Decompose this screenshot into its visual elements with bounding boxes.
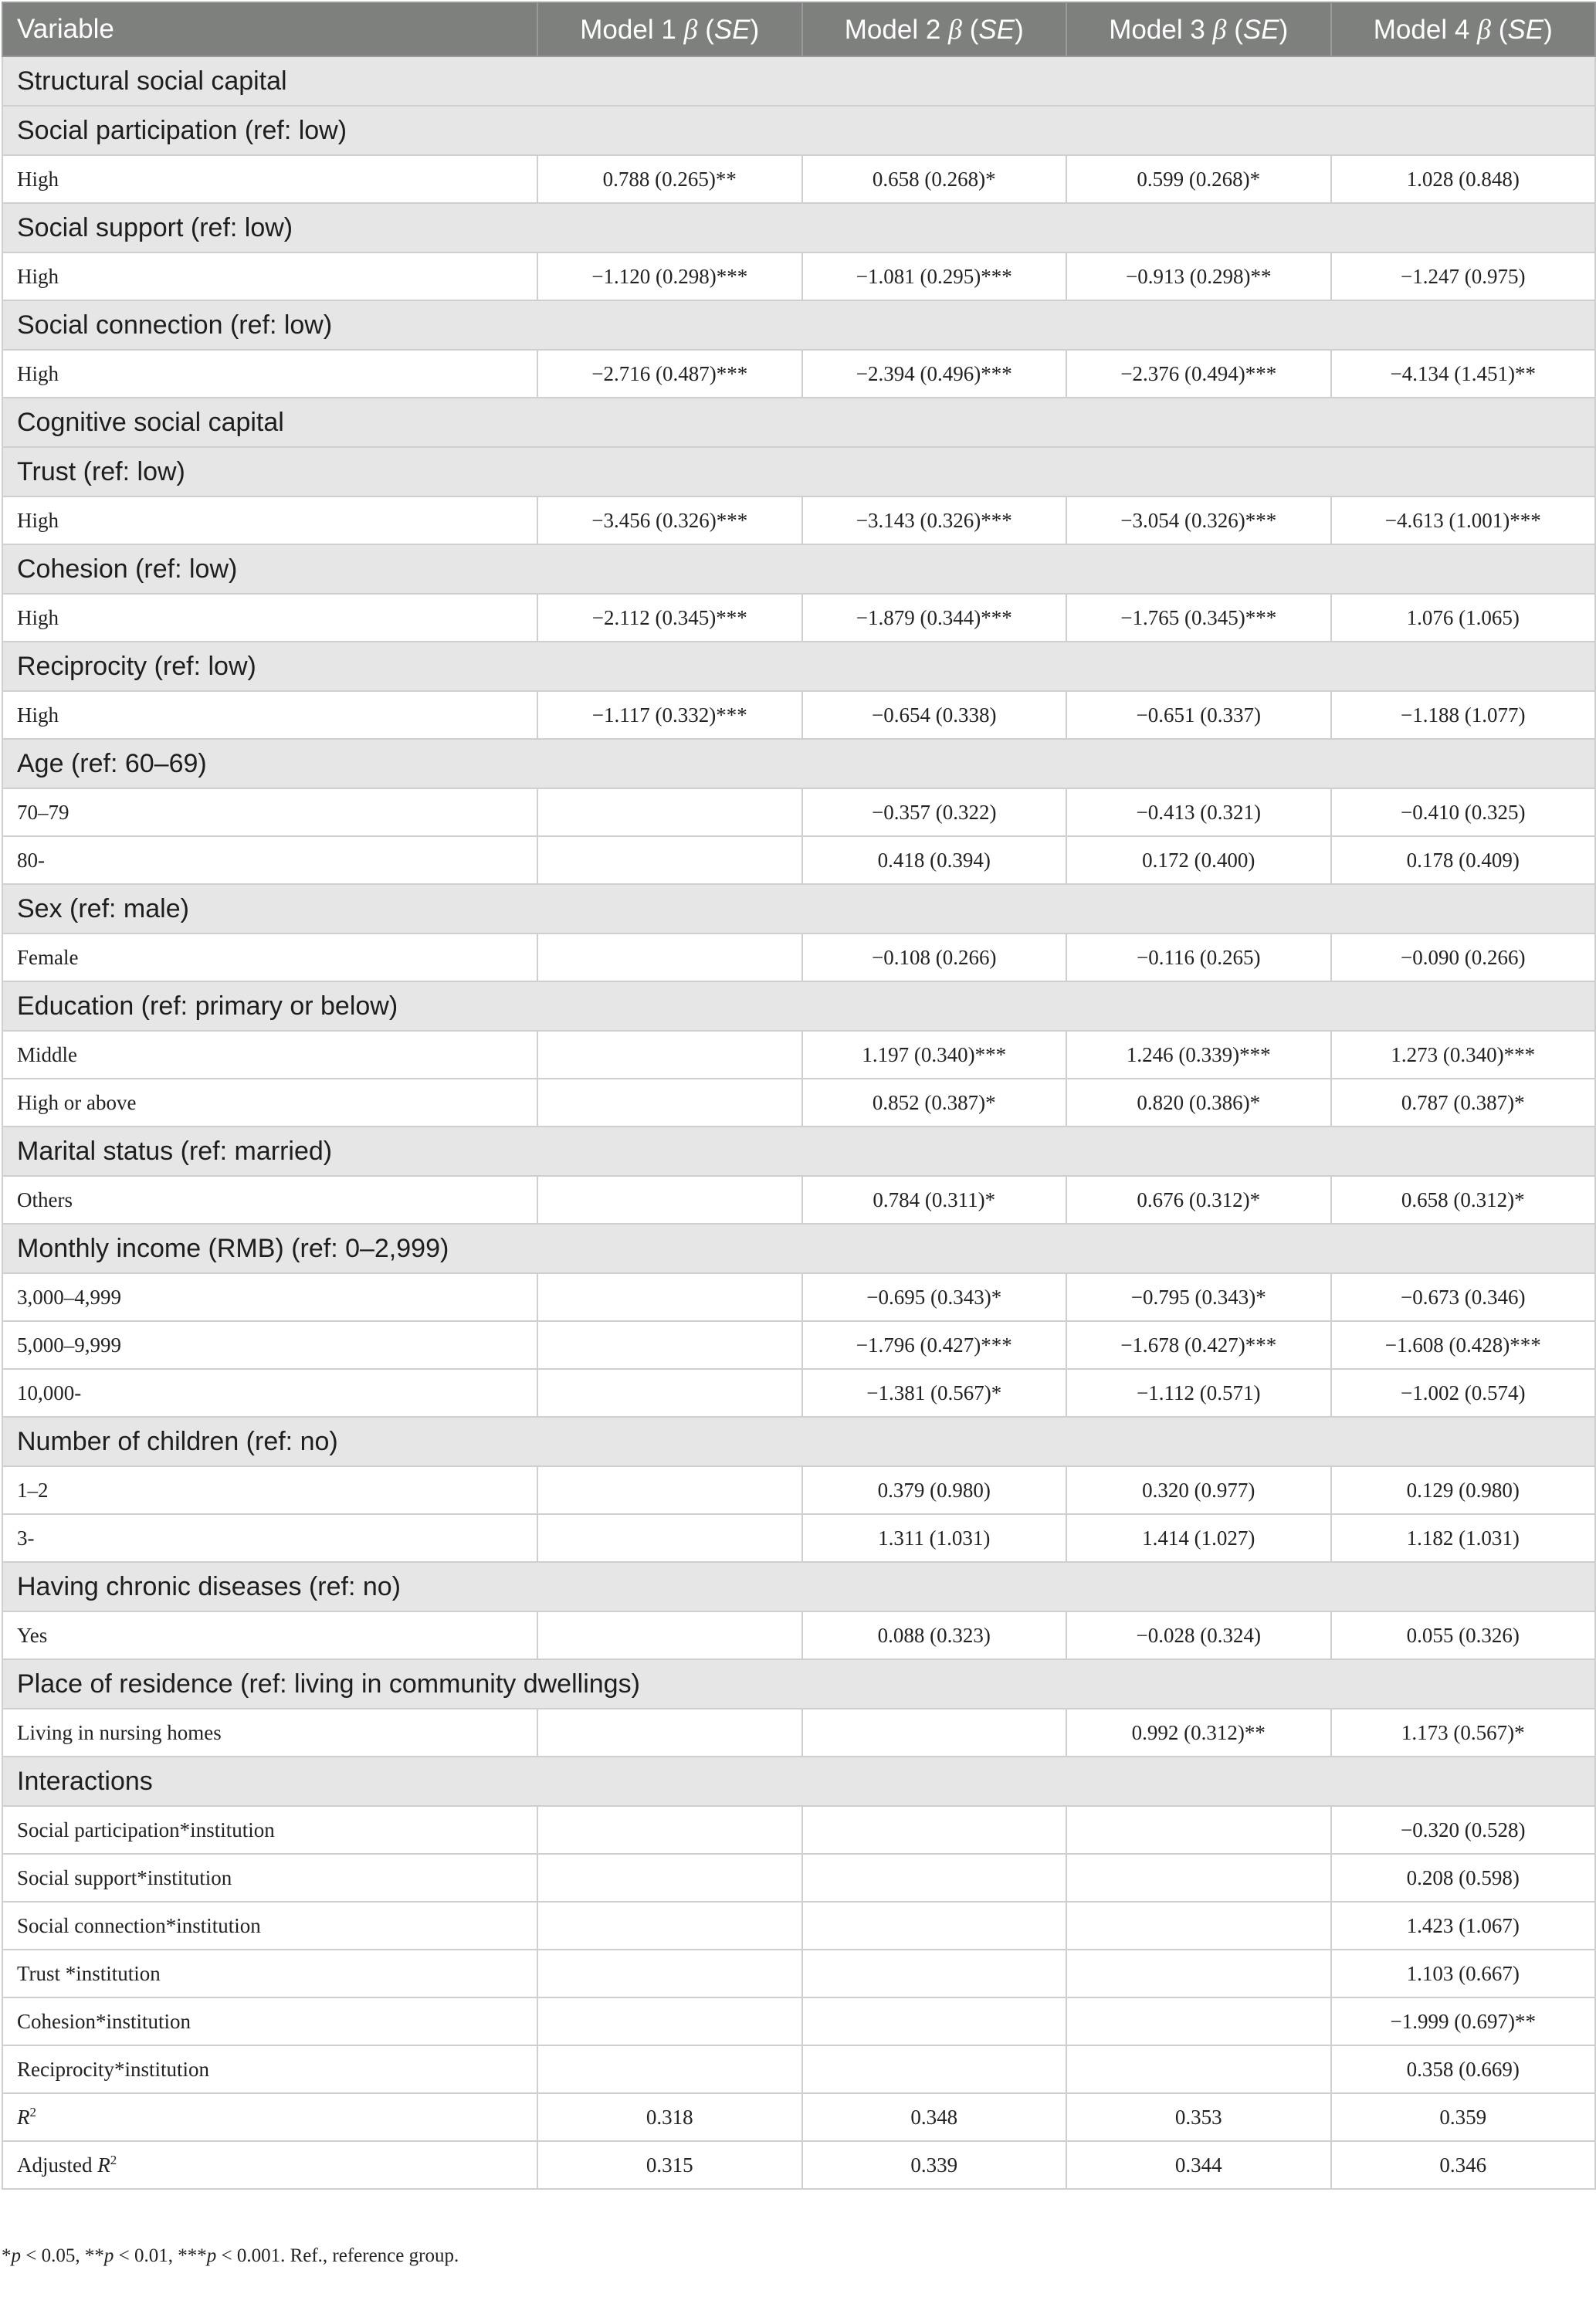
cell-model-2: 0.658 (0.268)* [802,155,1067,203]
cell-model-1: −1.120 (0.298)*** [537,252,802,300]
row-label: 3,000–4,999 [2,1273,537,1321]
cell-model-1: 0.318 [537,2093,802,2141]
section-row [2,981,1595,1031]
cell-model-1 [537,1466,802,1514]
table-row [2,1079,1595,1127]
cell-model-4: 0.178 (0.409) [1331,836,1596,884]
row-label-text: R [17,2106,30,2129]
cell-model-1: −1.117 (0.332)*** [537,691,802,739]
table-row [2,1273,1595,1321]
cell-model-3: −0.116 (0.265) [1066,933,1331,981]
row-label: 80- [2,836,537,884]
cell-model-4: 0.055 (0.326) [1331,1611,1596,1659]
section-label: Cohesion (ref: low) [2,544,1595,594]
row-label: High [2,496,537,544]
cell-model-2: −0.108 (0.266) [802,933,1067,981]
footnote-part: < 0.001. Ref., reference group. [216,2245,459,2266]
cell-model-1: −2.112 (0.345)*** [537,594,802,642]
table-row [2,1997,1595,2045]
cell-model-2: −1.796 (0.427)*** [802,1321,1067,1369]
row-label-italic: R [97,2153,110,2177]
cell-model-4: 1.273 (0.340)*** [1331,1031,1596,1079]
cell-model-4: −1.002 (0.574) [1331,1369,1596,1417]
section-row [2,1224,1595,1273]
beta-symbol: β [948,14,962,45]
section-row [2,203,1595,252]
section-label: Monthly income (RMB) (ref: 0–2,999) [2,1224,1595,1273]
row-label: 10,000- [2,1369,537,1417]
section-row [2,1562,1595,1611]
row-label: High [2,350,537,398]
cell-model-4: −0.320 (0.528) [1331,1806,1596,1854]
cell-model-3: −0.651 (0.337) [1066,691,1331,739]
cell-model-3: −1.112 (0.571) [1066,1369,1331,1417]
cell-model-2: 0.379 (0.980) [802,1466,1067,1514]
cell-model-3: −0.028 (0.324) [1066,1611,1331,1659]
row-label [2,2093,537,2141]
row-label-superscript: 2 [110,2153,117,2167]
row-label: High or above [2,1079,537,1127]
section-label: Education (ref: primary or below) [2,981,1595,1031]
cell-model-2 [802,1997,1067,2045]
se-label: SE [713,15,751,45]
cell-model-1 [537,1176,802,1224]
row-label: Social participation*institution [2,1806,537,1854]
cell-model-3: 0.992 (0.312)** [1066,1709,1331,1757]
footnote-part: < 0.01, *** [114,2245,207,2266]
section-label: Sex (ref: male) [2,884,1595,933]
section-label: Number of children (ref: no) [2,1417,1595,1466]
header-model-1: Model 1 β (SE) [537,2,802,56]
cell-model-2: −2.394 (0.496)*** [802,350,1067,398]
footnote-part: p [11,2245,21,2266]
cell-model-2: −0.695 (0.343)* [802,1273,1067,1321]
row-label: Living in nursing homes [2,1709,537,1757]
cell-model-1: 0.788 (0.265)** [537,155,802,203]
section-label: Social connection (ref: low) [2,300,1595,350]
model-label: Model 1 [580,15,684,45]
footnote-part: p [206,2245,217,2266]
section-row [2,739,1595,788]
table-row [2,691,1595,739]
table-row [2,496,1595,544]
cell-model-1 [537,2045,802,2093]
cell-model-1 [537,788,802,836]
table-row [2,1902,1595,1950]
cell-model-2: −0.654 (0.338) [802,691,1067,739]
cell-model-4: 0.658 (0.312)* [1331,1176,1596,1224]
cell-model-3: −1.765 (0.345)*** [1066,594,1331,642]
model-label: Model 3 [1109,15,1213,45]
row-label: Social connection*institution [2,1902,537,1950]
se-label: SE [1507,15,1544,45]
cell-model-4: −1.247 (0.975) [1331,252,1596,300]
table-row [2,1031,1595,1079]
row-label-text: Adjusted [17,2153,98,2177]
header-model-3: Model 3 β (SE) [1066,2,1331,56]
table-row [2,1321,1595,1369]
table-row [2,1466,1595,1514]
cell-model-1: 0.315 [537,2141,802,2189]
cell-model-1 [537,1321,802,1369]
section-label: Interactions [2,1757,1595,1806]
cell-model-2: 0.784 (0.311)* [802,1176,1067,1224]
section-label: Cognitive social capital [2,398,1595,447]
table-row [2,1176,1595,1224]
table-row [2,836,1595,884]
cell-model-4: −0.673 (0.346) [1331,1273,1596,1321]
table-row [2,1611,1595,1659]
cell-model-2: −1.879 (0.344)*** [802,594,1067,642]
cell-model-2 [802,2045,1067,2093]
row-label: High [2,594,537,642]
cell-model-3: −2.376 (0.494)*** [1066,350,1331,398]
cell-model-3 [1066,1806,1331,1854]
section-row [2,106,1595,155]
cell-model-1: −3.456 (0.326)*** [537,496,802,544]
section-row [2,447,1595,496]
cell-model-1 [537,1369,802,1417]
row-label: High [2,155,537,203]
table-row [2,252,1595,300]
cell-model-4: −1.608 (0.428)*** [1331,1321,1596,1369]
cell-model-2: −0.357 (0.322) [802,788,1067,836]
header-row [2,2,1595,56]
se-label: SE [978,15,1015,45]
section-row [2,398,1595,447]
section-row [2,56,1595,106]
cell-model-2: 1.311 (1.031) [802,1514,1067,1562]
cell-model-4: −1.999 (0.697)** [1331,1997,1596,2045]
table-row [2,1854,1595,1902]
section-label: Reciprocity (ref: low) [2,642,1595,691]
regression-table-container [2,2,1594,2190]
table-footnote [2,2245,459,2267]
cell-model-3: 0.344 [1066,2141,1331,2189]
footnote-part: * [2,2245,12,2266]
table-row [2,2045,1595,2093]
cell-model-2: −3.143 (0.326)*** [802,496,1067,544]
cell-model-4: −4.134 (1.451)** [1331,350,1596,398]
cell-model-3 [1066,1997,1331,2045]
row-label: Trust *institution [2,1950,537,1997]
cell-model-4: −0.090 (0.266) [1331,933,1596,981]
section-row [2,1659,1595,1709]
cell-model-1 [537,1031,802,1079]
cell-model-1 [537,1611,802,1659]
beta-symbol: β [683,14,698,45]
footnote-part: < 0.05, ** [21,2245,104,2266]
row-label-superscript: 2 [29,2105,36,2119]
cell-model-3: −0.795 (0.343)* [1066,1273,1331,1321]
row-label: Yes [2,1611,537,1659]
cell-model-4: 0.208 (0.598) [1331,1854,1596,1902]
header-model-4: Model 4 β (SE) [1331,2,1596,56]
cell-model-2 [802,1854,1067,1902]
row-label: 3- [2,1514,537,1562]
row-label [2,2141,537,2189]
cell-model-4: −1.188 (1.077) [1331,691,1596,739]
table-row [2,1514,1595,1562]
section-label: Having chronic diseases (ref: no) [2,1562,1595,1611]
cell-model-4: 1.173 (0.567)* [1331,1709,1596,1757]
cell-model-1 [537,1806,802,1854]
section-row [2,300,1595,350]
cell-model-1 [537,1079,802,1127]
cell-model-3 [1066,2045,1331,2093]
cell-model-3: 0.599 (0.268)* [1066,155,1331,203]
section-row [2,1757,1595,1806]
section-label: Marital status (ref: married) [2,1127,1595,1176]
cell-model-2: 0.348 [802,2093,1067,2141]
row-label: Social support*institution [2,1854,537,1902]
model-label: Model 4 [1373,15,1478,45]
cell-model-1 [537,933,802,981]
cell-model-3: −0.413 (0.321) [1066,788,1331,836]
row-label: 5,000–9,999 [2,1321,537,1369]
cell-model-4: 0.129 (0.980) [1331,1466,1596,1514]
cell-model-3: 0.353 [1066,2093,1331,2141]
beta-symbol: β [1212,14,1227,45]
cell-model-4: 1.423 (1.067) [1331,1902,1596,1950]
cell-model-3: −1.678 (0.427)*** [1066,1321,1331,1369]
cell-model-2: 0.339 [802,2141,1067,2189]
cell-model-2 [802,1902,1067,1950]
cell-model-3: −0.913 (0.298)** [1066,252,1331,300]
cell-model-3: 1.414 (1.027) [1066,1514,1331,1562]
cell-model-4: 0.358 (0.669) [1331,2045,1596,2093]
row-label: Female [2,933,537,981]
cell-model-1 [537,1950,802,1997]
section-label: Social support (ref: low) [2,203,1595,252]
cell-model-3: 0.676 (0.312)* [1066,1176,1331,1224]
cell-model-3 [1066,1950,1331,1997]
cell-model-3 [1066,1854,1331,1902]
cell-model-2 [802,1806,1067,1854]
section-row [2,1417,1595,1466]
header-model-2: Model 2 β (SE) [802,2,1067,56]
cell-model-2 [802,1950,1067,1997]
row-label: High [2,691,537,739]
cell-model-3: 0.172 (0.400) [1066,836,1331,884]
section-row [2,1127,1595,1176]
cell-model-1 [537,1997,802,2045]
header-variable: Variable [2,2,537,56]
row-label: Others [2,1176,537,1224]
section-label: Trust (ref: low) [2,447,1595,496]
cell-model-1 [537,836,802,884]
cell-model-3: −3.054 (0.326)*** [1066,496,1331,544]
section-label: Social participation (ref: low) [2,106,1595,155]
table-row [2,594,1595,642]
cell-model-1 [537,1902,802,1950]
cell-model-4: 1.028 (0.848) [1331,155,1596,203]
row-label: Cohesion*institution [2,1997,537,2045]
table-row [2,1369,1595,1417]
table-row [2,1806,1595,1854]
cell-model-1 [537,1854,802,1902]
table-row [2,1950,1595,1997]
table-row [2,155,1595,203]
row-label: 1–2 [2,1466,537,1514]
table-row [2,788,1595,836]
section-row [2,642,1595,691]
table-row [2,1709,1595,1757]
cell-model-1: −2.716 (0.487)*** [537,350,802,398]
cell-model-3: 0.320 (0.977) [1066,1466,1331,1514]
regression-table [2,2,1596,2190]
row-label: Middle [2,1031,537,1079]
section-label: Place of residence (ref: living in community dwellings) [2,1659,1595,1709]
cell-model-4: −0.410 (0.325) [1331,788,1596,836]
cell-model-3: 0.820 (0.386)* [1066,1079,1331,1127]
cell-model-3: 1.246 (0.339)*** [1066,1031,1331,1079]
row-label: Reciprocity*institution [2,2045,537,2093]
table-body [2,56,1595,2189]
cell-model-1 [537,1709,802,1757]
cell-model-2: −1.381 (0.567)* [802,1369,1067,1417]
cell-model-1 [537,1273,802,1321]
cell-model-1 [537,1514,802,1562]
cell-model-4: 0.359 [1331,2093,1596,2141]
cell-model-2: 1.197 (0.340)*** [802,1031,1067,1079]
section-row [2,544,1595,594]
row-label: High [2,252,537,300]
cell-model-4: 1.076 (1.065) [1331,594,1596,642]
cell-model-4: 1.182 (1.031) [1331,1514,1596,1562]
cell-model-2: −1.081 (0.295)*** [802,252,1067,300]
section-label: Age (ref: 60–69) [2,739,1595,788]
row-label: 70–79 [2,788,537,836]
cell-model-2: 0.418 (0.394) [802,836,1067,884]
table-row [2,2093,1595,2141]
footnote-part: p [103,2245,114,2266]
cell-model-2 [802,1709,1067,1757]
model-label: Model 2 [844,15,949,45]
cell-model-3 [1066,1902,1331,1950]
se-label: SE [1242,15,1279,45]
cell-model-4: 1.103 (0.667) [1331,1950,1596,1997]
section-label: Structural social capital [2,56,1595,106]
cell-model-4: −4.613 (1.001)*** [1331,496,1596,544]
cell-model-4: 0.787 (0.387)* [1331,1079,1596,1127]
table-row [2,2141,1595,2189]
cell-model-2: 0.852 (0.387)* [802,1079,1067,1127]
beta-symbol: β [1477,14,1491,45]
table-row [2,933,1595,981]
table-row [2,350,1595,398]
section-row [2,884,1595,933]
cell-model-4: 0.346 [1331,2141,1596,2189]
cell-model-2: 0.088 (0.323) [802,1611,1067,1659]
